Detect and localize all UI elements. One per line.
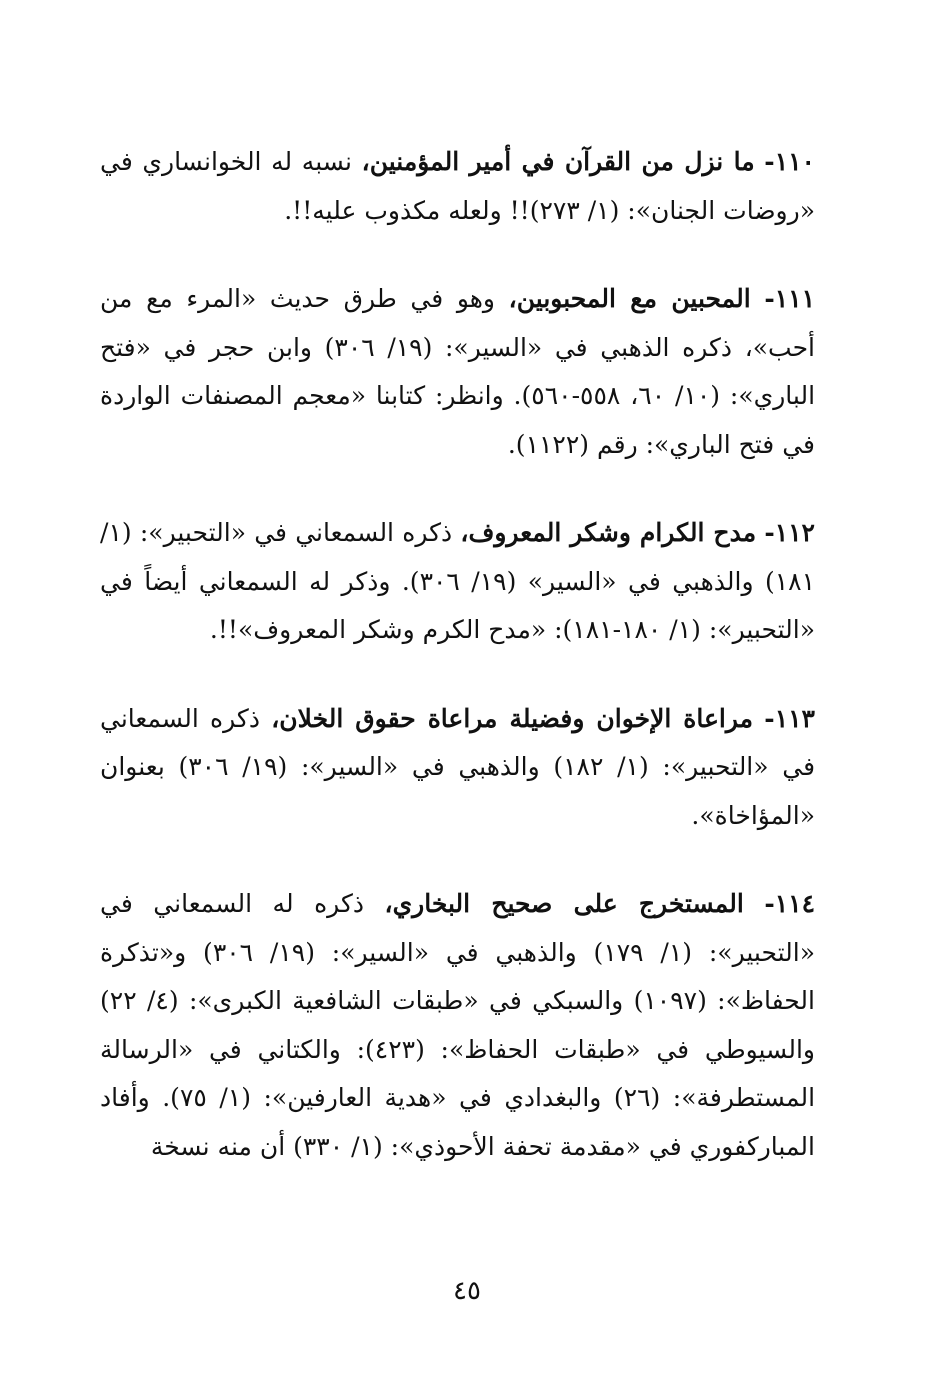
entry-title: ما نزل من القرآن في أمير المؤمنين، — [361, 147, 755, 176]
page-content — [100, 138, 815, 1171]
entry-110 — [100, 138, 815, 235]
entry-title: مدح الكرام وشكر المعروف، — [460, 518, 757, 547]
entry-111 — [100, 275, 815, 469]
entry-title: المستخرج على صحيح البخاري، — [384, 889, 744, 918]
entry-number: ١١٠- — [764, 147, 815, 176]
entry-body: ذكره السمعاني في «التحبير»: (١/ ١٨١) والذهبي في «السير» (١٩/ ٣٠٦). وذكر له السمعاني أيضاً في «التحبير»: (١/ ١٨٠-١٨١): «مدح الكرم وشكر المعروف»!!. — [100, 518, 816, 644]
entry-body: ذكره السمعاني في «التحبير»: (١/ ١٨٢) والذهبي في «السير»: (١٩/ ٣٠٦) بعنوان «المؤاخاة». — [100, 703, 816, 830]
entry-title: مراعاة الإخوان وفضيلة مراعاة حقوق الخلان، — [271, 703, 754, 733]
entry-number: ١١٣- — [764, 703, 815, 733]
entry-114 — [100, 880, 815, 1171]
entry-number: ١١٤- — [764, 889, 816, 918]
entry-113 — [100, 695, 815, 841]
entry-112 — [100, 509, 815, 655]
entry-body: ذكره له السمعاني في «التحبير»: (١/ ١٧٩) والذهبي في «السير»: (١٩/ ٣٠٦) و«تذكرة الحفاظ»: (١٠٩٧) والسبكي في «طبقات الشافعية الكبرى»: (٤/ ٢٢) والسيوطي في «طبقات الحفاظ»: (٤٢٣): والكتاني في «الرسالة المستطرفة»: (٢٦) والبغدادي في «هدية العارفين»: (١/ ٧٥). وأفاد المباركفوري في «مقدمة تحفة الأحوذي»: (١/ ٣٣٠) أن منه نسخة — [100, 889, 816, 1161]
entry-title: المحبين مع المحبوبين، — [508, 284, 751, 313]
entry-number: ١١٢- — [764, 518, 815, 547]
page-number: ٤٥ — [453, 1276, 481, 1306]
entry-number: ١١١- — [764, 284, 816, 313]
entry-body: نسبه له الخوانساري في «روضات الجنان»: (١/ ٢٧٣)!! ولعله مكذوب عليه!!. — [100, 147, 815, 225]
entry-body: وهو في طرق حديث «المرء مع من أحب»، ذكره الذهبي في «السير»: (١٩/ ٣٠٦) وابن حجر في «فتح الباري»: (١٠/ ٦٠، ٥٥٨-٥٦٠). وانظر: كتابنا «معجم المصنفات الواردة في فتح الباري»: رقم (١١٢٢). — [100, 284, 816, 459]
